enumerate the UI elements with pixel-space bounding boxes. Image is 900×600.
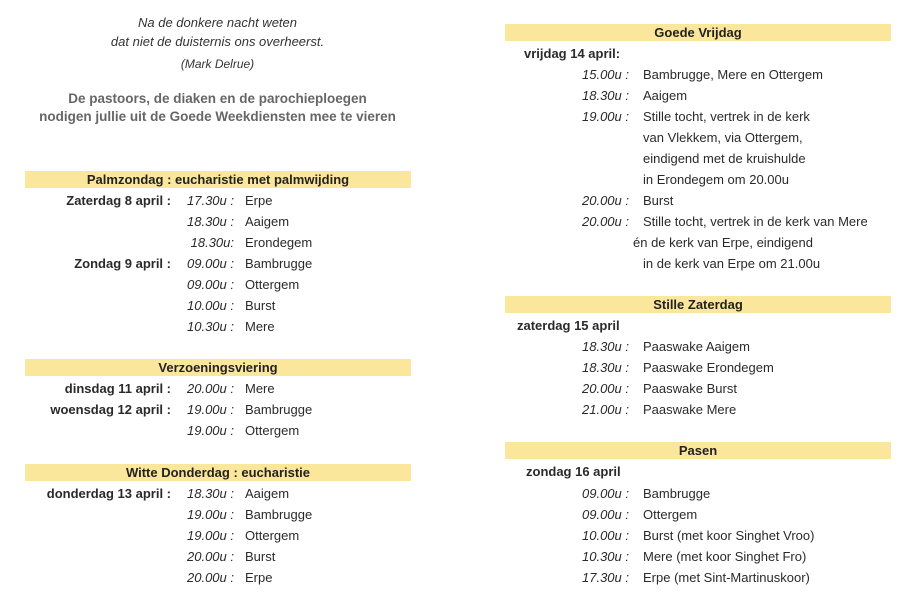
place-label: Bambrugge [245, 256, 313, 271]
section-header-goede-vrijdag: Goede Vrijdag [505, 24, 891, 41]
time-label: 18.30u : [187, 486, 234, 501]
intro-line-2: nodigen jullie uit de Goede Weekdiensten mee te vieren [39, 109, 396, 124]
time-label: 21.00u : [582, 402, 629, 417]
place-label: Bambrugge, Mere en Ottergem [643, 67, 823, 82]
time-label: 19.00u : [187, 507, 234, 522]
place-label: Bambrugge [245, 402, 313, 417]
place-label: én de kerk van Erpe, eindigend [633, 235, 813, 250]
place-label: Mere (met koor Singhet Fro) [643, 549, 807, 564]
quote-line-1: Na de donkere nacht weten [138, 15, 297, 30]
place-label: Stille tocht, vertrek in de kerk [643, 109, 810, 124]
section-header-verzoeningsviering: Verzoeningsviering [25, 359, 411, 376]
place-label: Paaswake Mere [643, 402, 737, 417]
place-label: Bambrugge [643, 486, 711, 501]
place-label: Ottergem [643, 507, 698, 522]
place-label: Paaswake Burst [643, 381, 737, 396]
time-label: 10.00u : [582, 528, 629, 543]
place-label: Erondegem [245, 235, 313, 250]
time-label: 10.00u : [187, 298, 234, 313]
place-label: Erpe (met Sint-Martinuskoor) [643, 570, 810, 585]
section-header-stille-zaterdag: Stille Zaterdag [505, 296, 891, 313]
place-label: Erpe [245, 193, 273, 208]
place-label: Erpe [245, 570, 273, 585]
place-label: in de kerk van Erpe om 21.00u [643, 256, 821, 271]
time-label: 09.00u : [187, 277, 234, 292]
time-label: 09.00u : [582, 486, 629, 501]
time-label: 20.00u : [582, 214, 629, 229]
time-label: 09.00u : [187, 256, 234, 271]
day-label: vrijdag 14 april: [524, 46, 621, 61]
time-label: 19.00u : [187, 423, 234, 438]
place-label: eindigend met de kruishulde [643, 151, 806, 166]
time-label: 18.30u: [190, 235, 234, 250]
place-label: Ottergem [245, 528, 300, 543]
time-label: 18.30u : [582, 88, 629, 103]
time-label: 18.30u : [582, 360, 629, 375]
time-label: 18.30u : [187, 214, 234, 229]
time-label: 09.00u : [582, 507, 629, 522]
place-label: Aaigem [245, 214, 290, 229]
time-label: 20.00u : [187, 549, 234, 564]
place-label: Ottergem [245, 423, 300, 438]
time-label: 10.30u : [582, 549, 629, 564]
section-header-witte-donderdag: Witte Donderdag : eucharistie [25, 464, 411, 481]
place-label: in Erondegem om 20.00u [643, 172, 789, 187]
section-header-pasen: Pasen [505, 442, 891, 459]
time-label: 20.00u : [582, 193, 629, 208]
time-label: 19.00u : [187, 528, 234, 543]
place-label: Bambrugge [245, 507, 313, 522]
time-label: 19.00u : [582, 109, 629, 124]
time-label: 19.00u : [187, 402, 234, 417]
time-label: 18.30u : [582, 339, 629, 354]
place-label: Mere [245, 381, 275, 396]
day-label: zaterdag 15 april [517, 318, 620, 333]
place-label: Aaigem [245, 486, 290, 501]
day-label: donderdag 13 april : [46, 486, 171, 501]
time-label: 20.00u : [187, 381, 234, 396]
day-label: woensdag 12 april : [50, 402, 171, 417]
time-label: 20.00u : [187, 570, 234, 585]
day-label: Zondag 9 april : [74, 256, 171, 271]
day-label: Zaterdag 8 april : [66, 193, 171, 208]
place-label: Stille tocht, vertrek in de kerk van Mere [643, 214, 868, 229]
place-label: Aaigem [643, 88, 688, 103]
place-label: Paaswake Aaigem [643, 339, 750, 354]
time-label: 20.00u : [582, 381, 629, 396]
place-label: van Vlekkem, via Ottergem, [643, 130, 803, 145]
time-label: 17.30u : [187, 193, 234, 208]
place-label: Burst [245, 298, 276, 313]
place-label: Ottergem [245, 277, 300, 292]
time-label: 10.30u : [187, 319, 234, 334]
place-label: Paaswake Erondegem [643, 360, 774, 375]
time-label: 17.30u : [582, 570, 629, 585]
intro-line-1: De pastoors, de diaken en de parochieploegen [68, 91, 367, 106]
time-label: 15.00u : [582, 67, 629, 82]
quote-line-2: dat niet de duisternis ons overheerst. [110, 34, 325, 49]
place-label: Burst [643, 193, 674, 208]
quote-author: (Mark Delrue) [180, 57, 255, 71]
day-label: dinsdag 11 april : [64, 381, 171, 396]
place-label: Burst [245, 549, 276, 564]
day-label: zondag 16 april [526, 464, 621, 479]
section-header-palmzondag: Palmzondag : eucharistie met palmwijding [25, 171, 411, 188]
place-label: Burst (met koor Singhet Vroo) [643, 528, 815, 543]
place-label: Mere [245, 319, 275, 334]
